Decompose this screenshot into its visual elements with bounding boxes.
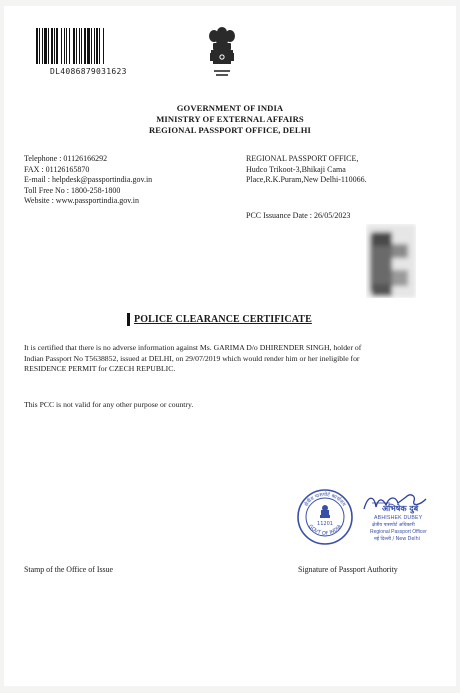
signatory-title: Regional Passport Officer bbox=[370, 529, 427, 535]
address-block bbox=[246, 154, 396, 186]
header-office: REGIONAL PASSPORT OFFICE, DELHI bbox=[149, 125, 311, 135]
telephone: Telephone : 01126166292 bbox=[24, 154, 108, 163]
footer-stamp-label: Stamp of the Office of Issue bbox=[24, 565, 114, 574]
certificate-title bbox=[127, 313, 312, 326]
document-id: DL4086879031623 bbox=[50, 67, 127, 76]
body-line-2: Indian Passport No T5638852, issued at DELHI, on 29/07/2019 which would render him or her ineligible for bbox=[24, 353, 360, 363]
toll-free: Toll Free No : 1800-258-1800 bbox=[24, 185, 121, 195]
footer-signature-label: Signature of Passport Authority bbox=[298, 565, 398, 574]
certificate-body bbox=[24, 343, 424, 375]
signatory-place: नई दिल्ली / New Delhi bbox=[374, 537, 420, 542]
signature-block bbox=[356, 491, 440, 549]
signatory-name-hindi: अभिषेक दुबे bbox=[382, 504, 419, 513]
fax: FAX : 01126165870 bbox=[24, 164, 90, 174]
applicant-photo bbox=[366, 224, 416, 298]
email: E-mail : helpdesk@passportindia.gov.in bbox=[24, 175, 153, 185]
header-ministry: MINISTRY OF EXTERNAL AFFAIRS bbox=[156, 114, 304, 124]
national-emblem-icon bbox=[204, 24, 240, 90]
svg-text:GOVT OF INDIA: GOVT OF INDIA bbox=[307, 523, 343, 537]
svg-text:11201: 11201 bbox=[317, 521, 333, 527]
signatory-name: ABHISHEK DUBEY bbox=[374, 515, 423, 521]
address-line-1: REGIONAL PASSPORT OFFICE, bbox=[246, 154, 359, 163]
contact-block bbox=[24, 154, 152, 207]
svg-text:क्षेत्रीय पासपोर्ट कार्यालय: क्षेत्रीय पासपोर्ट कार्यालय bbox=[303, 491, 347, 508]
body-line-3: RESIDENCE PERMIT for CZECH REPUBLIC. bbox=[24, 364, 176, 374]
header-government: GOVERNMENT OF INDIA bbox=[176, 103, 284, 113]
address-line-2: Hudco Trikoot-3,Bhikaji Cama bbox=[246, 164, 346, 174]
signatory-title-hindi: क्षेत्रीय पासपोर्ट अधिकारी bbox=[372, 523, 415, 528]
issuance-date: PCC Issuance Date : 26/05/2023 bbox=[246, 211, 351, 220]
validity-note: This PCC is not valid for any other purpose or country. bbox=[24, 400, 194, 409]
title-bar bbox=[127, 313, 130, 326]
body-line-1: It is certified that there is no adverse information against Ms. GARIMA D/o DHIRENDER SINGH, holder of bbox=[24, 343, 362, 352]
website: Website : www.passportindia.gov.in bbox=[24, 196, 139, 206]
barcode bbox=[36, 28, 140, 64]
office-stamp bbox=[296, 488, 354, 546]
title-text: POLICE CLEARANCE CERTIFICATE bbox=[134, 314, 312, 325]
address-line-3: Place,R.K.Puram,New Delhi-110066. bbox=[246, 175, 367, 185]
